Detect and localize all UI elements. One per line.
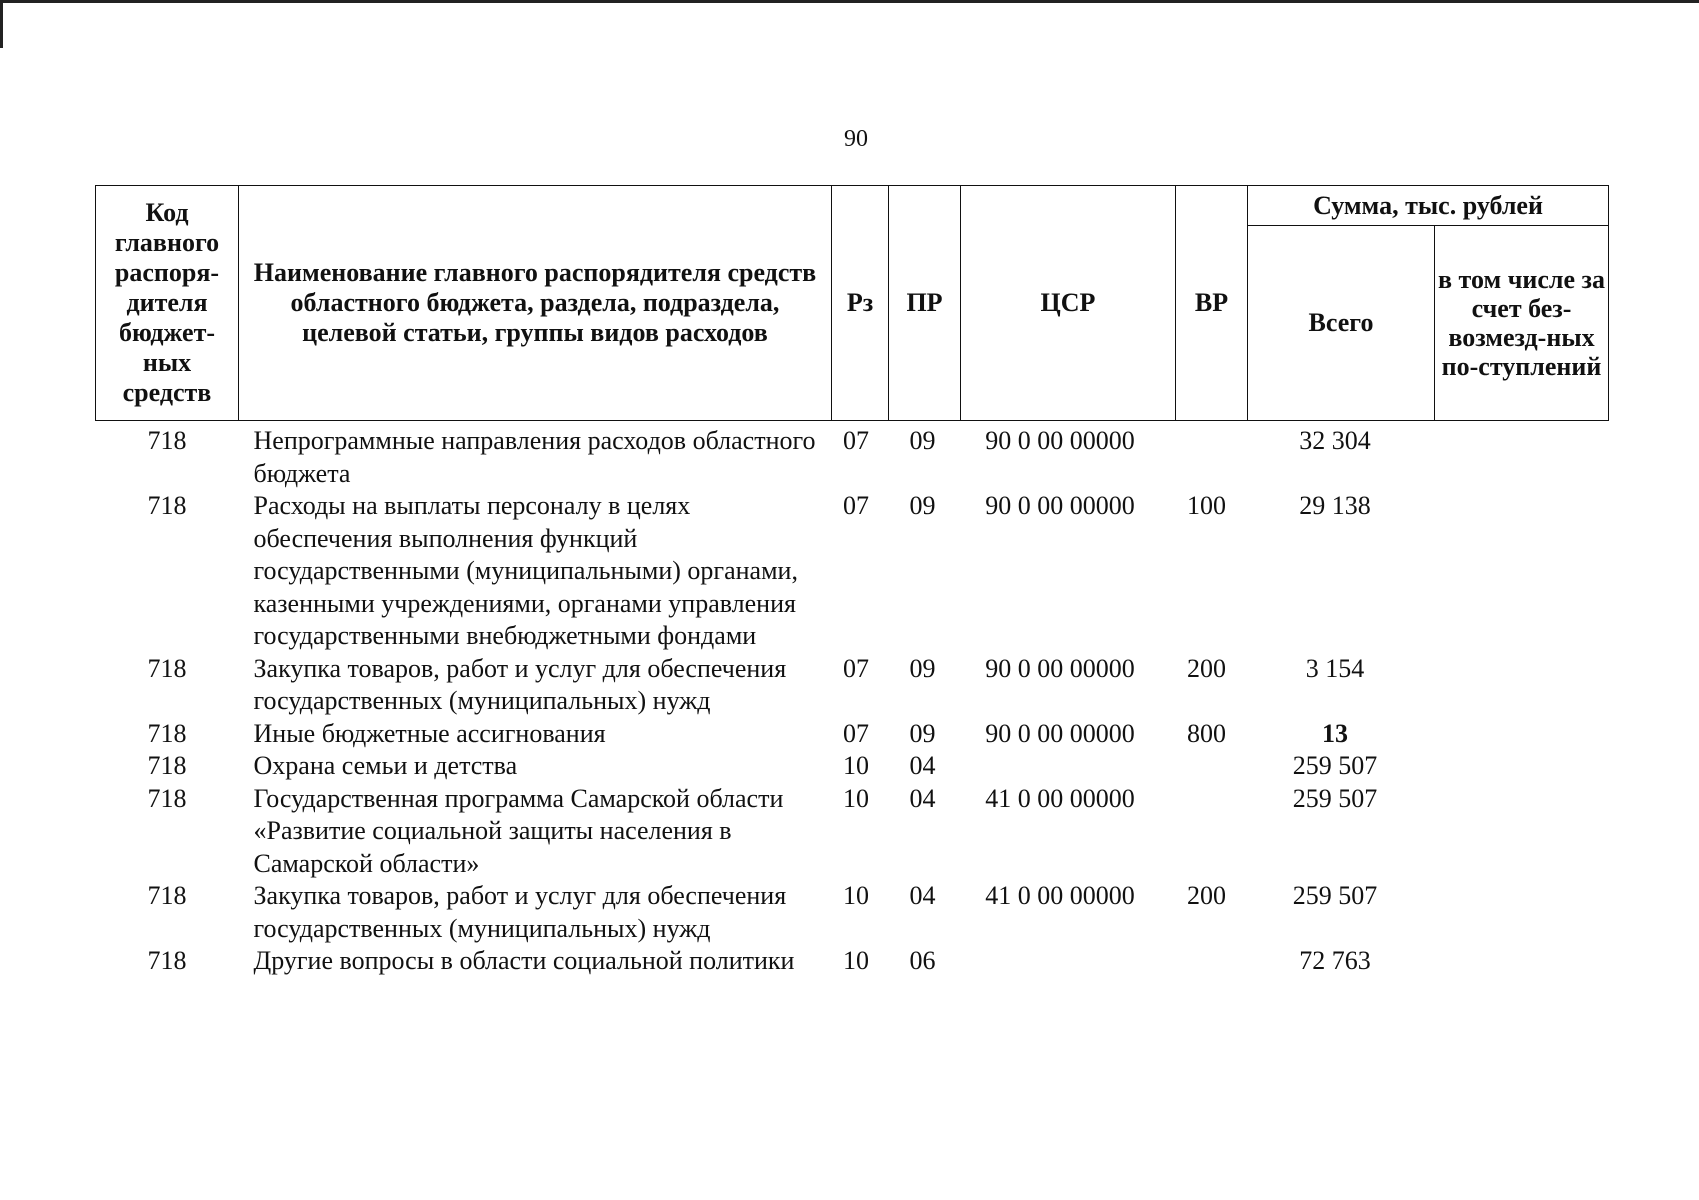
cell-rz: 10 xyxy=(843,783,869,813)
cell-pr: 09 xyxy=(909,491,936,520)
cell-csr xyxy=(961,945,1176,978)
cell-vr: 100 xyxy=(1187,491,1226,520)
cell-free xyxy=(1435,945,1609,978)
cell-code: 718 xyxy=(147,783,187,813)
cell-pr: 09 xyxy=(909,426,936,455)
header-sum: Сумма, тыс. рублей xyxy=(1248,186,1609,226)
cell-vr: 200 xyxy=(1187,653,1226,683)
table-body xyxy=(96,421,1609,978)
scan-edge-top xyxy=(0,0,1699,3)
table-row xyxy=(96,718,1609,751)
cell-free xyxy=(1435,783,1609,881)
cell-free xyxy=(1435,750,1609,783)
cell-rz: 10 xyxy=(843,946,869,975)
cell-code: 718 xyxy=(147,491,187,520)
cell-name: Иные бюджетные ассигнования xyxy=(253,718,606,748)
cell-csr: 90 0 00 00000 xyxy=(985,718,1135,748)
cell-code: 718 xyxy=(147,881,187,910)
cell-free xyxy=(1435,421,1609,491)
cell-total: 32 304 xyxy=(1299,426,1371,455)
cell-code: 718 xyxy=(147,718,187,748)
cell-pr: 09 xyxy=(909,718,936,748)
header-free: в том числе за счет без-возмезд-ных по-ступлений xyxy=(1435,226,1609,421)
cell-vr xyxy=(1176,421,1248,491)
header-csr: ЦСР xyxy=(961,186,1176,421)
cell-vr: 800 xyxy=(1187,718,1226,748)
cell-rz: 07 xyxy=(843,653,869,683)
header-total: Всего xyxy=(1248,226,1435,421)
cell-rz: 07 xyxy=(843,426,869,455)
cell-free xyxy=(1435,490,1609,653)
cell-csr: 90 0 00 00000 xyxy=(985,491,1135,520)
header-name: Наименование главного распорядителя средств областного бюджета, раздела, подраздела, целевой статьи, группы видов расходов xyxy=(239,186,832,421)
cell-rz: 10 xyxy=(843,751,869,780)
cell-total: 72 763 xyxy=(1299,946,1371,975)
cell-total: 259 507 xyxy=(1292,751,1378,780)
cell-csr: 41 0 00 00000 xyxy=(985,881,1135,910)
cell-rz: 07 xyxy=(843,718,869,748)
cell-name: Государственная программа Самарской области «Развитие социальной защиты населения в Самарской области» xyxy=(253,783,784,878)
cell-name: Закупка товаров, работ и услуг для обеспечения государственных (муниципальных) нужд xyxy=(253,653,787,715)
cell-free xyxy=(1435,880,1609,945)
table-row xyxy=(96,421,1609,491)
header-rz: Рз xyxy=(832,186,889,421)
table-row xyxy=(96,490,1609,653)
header-code: Код главного распоря-дителя бюджет-ных средств xyxy=(96,186,239,421)
cell-vr: 200 xyxy=(1187,881,1226,910)
cell-total: 29 138 xyxy=(1299,491,1371,520)
cell-csr xyxy=(961,750,1176,783)
cell-vr xyxy=(1176,783,1248,881)
cell-pr: 09 xyxy=(909,653,936,683)
cell-total: 259 507 xyxy=(1292,783,1378,813)
page-number: 90 xyxy=(844,126,868,152)
cell-name: Охрана семьи и детства xyxy=(253,751,518,780)
cell-total: 259 507 xyxy=(1292,881,1378,910)
cell-total: 3 154 xyxy=(1305,653,1365,683)
table-row xyxy=(96,750,1609,783)
cell-csr: 90 0 00 00000 xyxy=(985,653,1135,683)
cell-csr: 90 0 00 00000 xyxy=(985,426,1135,455)
cell-code: 718 xyxy=(147,653,187,683)
cell-name: Закупка товаров, работ и услуг для обеспечения государственных (муниципальных) нужд xyxy=(253,881,787,943)
cell-rz: 07 xyxy=(843,491,869,520)
header-pr: ПР xyxy=(889,186,961,421)
cell-pr: 04 xyxy=(909,751,936,780)
cell-code: 718 xyxy=(147,426,187,455)
table-row xyxy=(96,945,1609,978)
table-header xyxy=(96,186,1609,421)
table-row xyxy=(96,880,1609,945)
cell-pr: 06 xyxy=(909,946,936,975)
budget-table xyxy=(95,185,1609,978)
cell-name: Расходы на выплаты персоналу в целях обеспечения выполнения функций государственными (муниципальными) органами, казенными учреждениями, органами управления государственными внебюджетными фондами xyxy=(253,491,798,650)
cell-code: 718 xyxy=(147,946,187,975)
table-row xyxy=(96,653,1609,718)
cell-name: Другие вопросы в области социальной политики xyxy=(253,946,795,975)
cell-total: 13 xyxy=(1322,718,1348,748)
scan-edge-left xyxy=(0,0,3,48)
cell-pr: 04 xyxy=(909,881,936,910)
table-row xyxy=(96,783,1609,881)
cell-rz: 10 xyxy=(843,881,869,910)
cell-free xyxy=(1435,718,1609,751)
cell-csr: 41 0 00 00000 xyxy=(985,783,1135,813)
cell-vr xyxy=(1176,750,1248,783)
cell-vr xyxy=(1176,945,1248,978)
cell-free xyxy=(1435,653,1609,718)
cell-name: Непрограммные направления расходов областного бюджета xyxy=(253,426,816,488)
cell-code: 718 xyxy=(147,751,187,780)
header-vr: ВР xyxy=(1176,186,1248,421)
cell-pr: 04 xyxy=(909,783,936,813)
